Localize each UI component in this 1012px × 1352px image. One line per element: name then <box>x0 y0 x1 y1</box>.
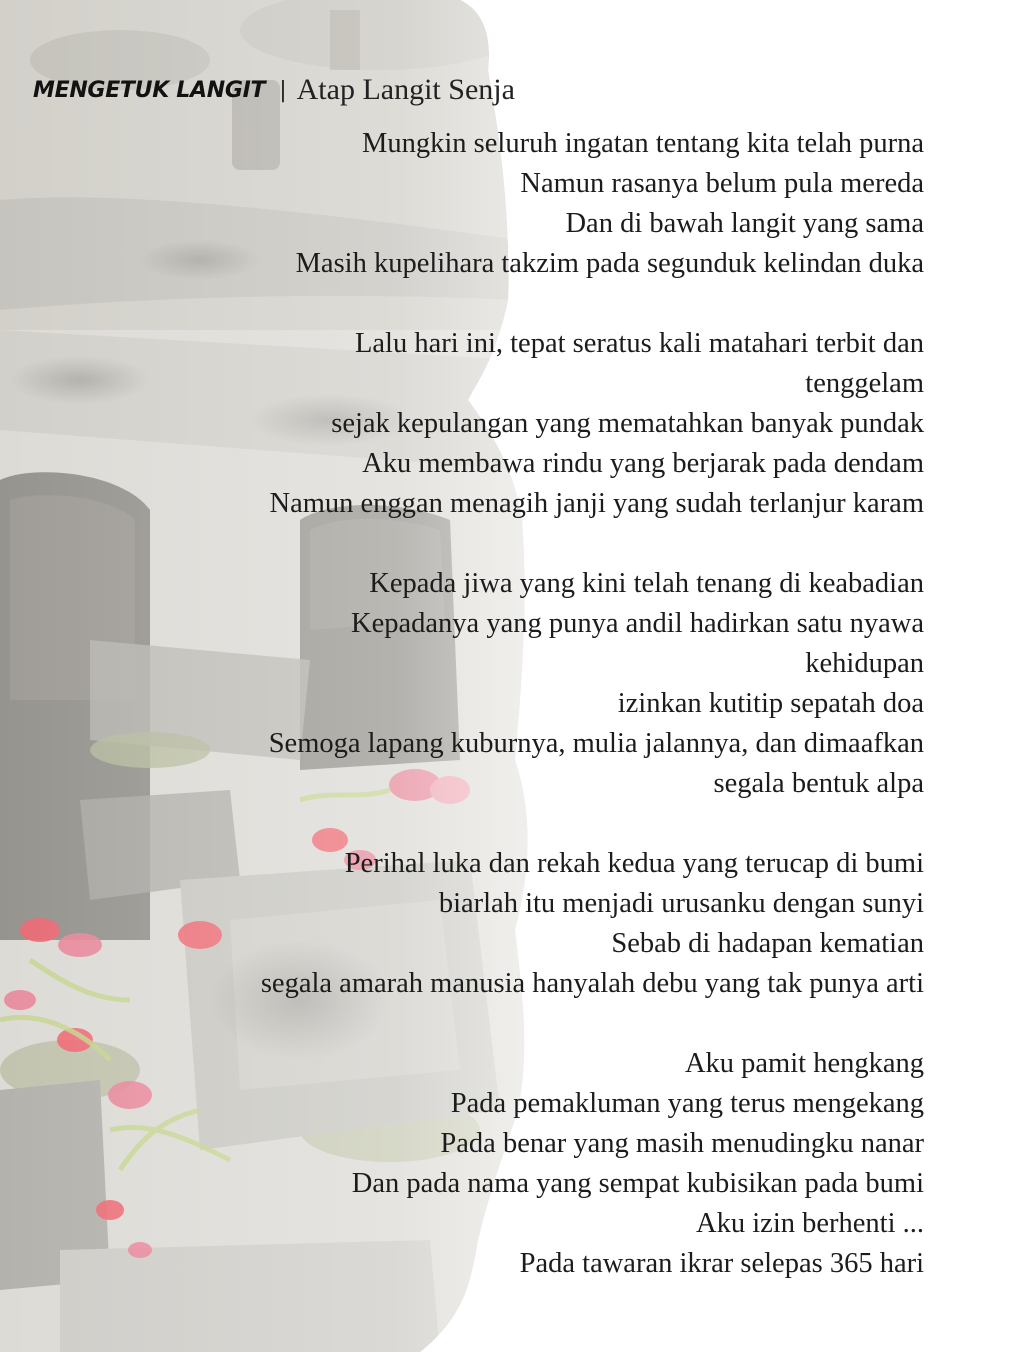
poem-line: sejak kepulangan yang mematahkan banyak pundak <box>331 408 924 439</box>
poem-line: Kepadanya yang punya andil hadirkan satu nyawa <box>351 608 924 639</box>
poem-line: Pada benar yang masih menudingku nanar <box>440 1128 924 1159</box>
poem-line: Masih kupelihara takzim pada segunduk kelindan duka <box>295 248 924 279</box>
stanza-2 <box>144 324 924 524</box>
poem-line: Namun rasanya belum pula mereda <box>520 168 924 199</box>
stanza-5 <box>144 1044 924 1284</box>
poem-line: Perihal luka dan rekah kedua yang terucap di bumi <box>344 848 924 879</box>
poem-line: Mungkin seluruh ingatan tentang kita telah purna <box>362 128 924 159</box>
poem-line: izinkan kutitip sepatah doa <box>617 688 924 719</box>
stanza-gap <box>144 284 924 324</box>
title-separator: | <box>279 77 287 103</box>
poem-line: Semoga lapang kuburnya, mulia jalannya, dan dimaafkan <box>268 728 924 759</box>
stanza-1 <box>144 124 924 284</box>
stanza-gap <box>144 1004 924 1044</box>
poem-line: Aku izin berhenti ... <box>696 1208 924 1239</box>
poem-line: Pada tawaran ikrar selepas 365 hari <box>519 1248 924 1279</box>
stanza-3 <box>144 564 924 804</box>
poem-body <box>144 124 924 1284</box>
poem-line: Dan pada nama yang sempat kubisikan pada bumi <box>351 1168 924 1199</box>
poem-line: Lalu hari ini, tepat seratus kali matahari terbit dan <box>355 328 924 359</box>
poem-line: Aku pamit hengkang <box>684 1048 924 1079</box>
stanza-4 <box>144 844 924 1004</box>
poem-line: Pada pemakluman yang terus mengekang <box>450 1088 924 1119</box>
poem-line: Namun enggan menagih janji yang sudah terlanjur karam <box>269 488 924 519</box>
poem-line: Sebab di hadapan kematian <box>611 928 924 959</box>
poem-line: biarlah itu menjadi urusanku dengan sunyi <box>438 888 924 919</box>
poem-line: segala amarah manusia hanyalah debu yang tak punya arti <box>260 968 924 999</box>
stanza-gap <box>144 524 924 564</box>
poem-line: Kepada jiwa yang kini telah tenang di keabadian <box>369 568 924 599</box>
poem-line: segala bentuk alpa <box>713 768 924 799</box>
header <box>33 72 515 108</box>
stanza-gap <box>144 804 924 844</box>
poem-line: tenggelam <box>805 368 924 399</box>
poem-line: Dan di bawah langit yang sama <box>565 208 924 239</box>
poem-title: Atap Langit Senja <box>296 73 515 106</box>
brand-title: MENGETUK LANGIT <box>33 77 266 103</box>
poem-line: Aku membawa rindu yang berjarak pada dendam <box>362 448 924 479</box>
poem-line: kehidupan <box>805 648 924 679</box>
